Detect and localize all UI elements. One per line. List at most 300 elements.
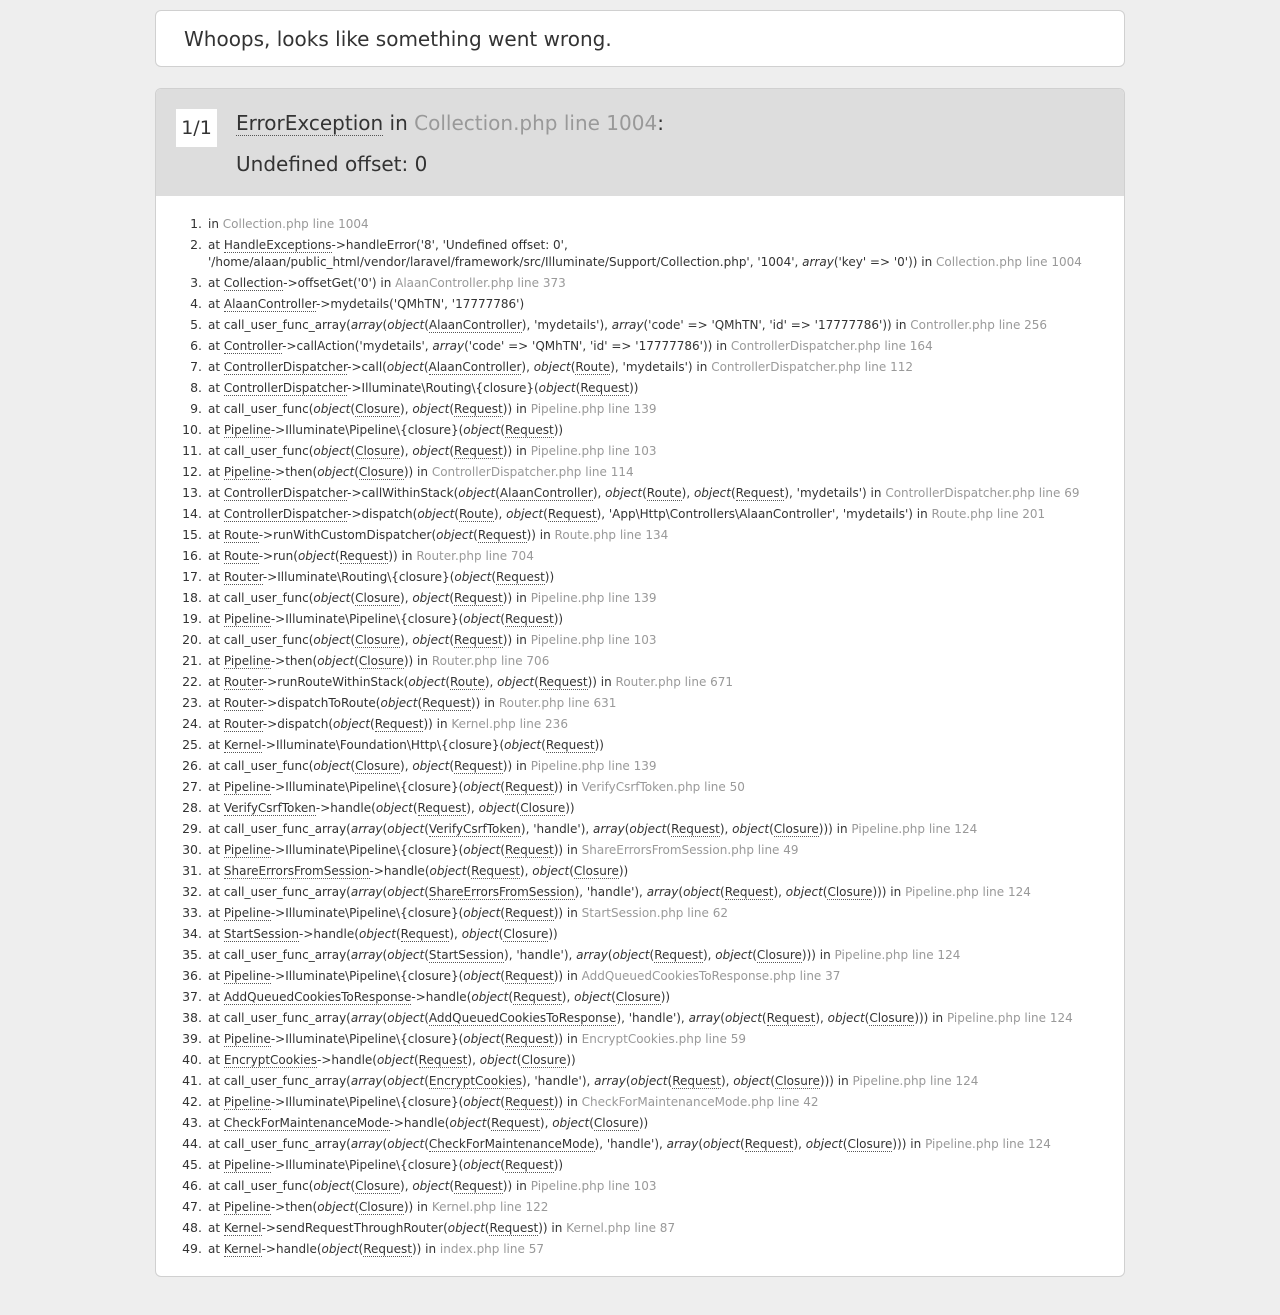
trace-class-name[interactable]: Request <box>766 1010 816 1025</box>
trace-row-call: at call_user_func_array(array(object(VerifyCsrfToken), 'handle'), array(object(Request), object(Closure))) in <box>208 821 848 836</box>
exception-title <box>236 109 664 137</box>
trace-row-number: 6. <box>190 337 202 353</box>
trace-class-name[interactable]: Closure <box>615 989 661 1004</box>
trace-row-number: 16. <box>182 547 202 563</box>
trace-row-file: Controller.php line 256 <box>910 317 1048 332</box>
trace-type-keyword: object <box>605 485 643 500</box>
trace-class-name[interactable]: Collection <box>223 275 284 290</box>
trace-class-name[interactable]: ControllerDispatcher <box>223 380 348 395</box>
trace-type-keyword: object <box>313 632 351 647</box>
trace-class-name[interactable]: Request <box>504 1031 554 1046</box>
trace-row <box>156 422 1124 439</box>
trace-type-keyword: object <box>408 674 446 689</box>
trace-class-name[interactable]: Kernel <box>223 1241 262 1256</box>
trace-class-name[interactable]: Request <box>400 926 450 941</box>
trace-class-name[interactable]: Controller <box>223 338 283 353</box>
trace-row-call: at AlaanController->mydetails('QMhTN', '17777786') <box>208 296 525 311</box>
trace-class-name[interactable]: CheckForMaintenanceMode <box>223 1115 390 1130</box>
trace-row-file: Router.php line 631 <box>498 695 617 710</box>
trace-row-file: EncryptCookies.php line 59 <box>581 1031 747 1046</box>
trace-type-keyword: object <box>429 863 467 878</box>
trace-type-keyword: object <box>630 1073 668 1088</box>
trace-row <box>156 737 1124 754</box>
trace-class-name[interactable]: Request <box>504 611 554 626</box>
trace-class-name[interactable]: AddQueuedCookiesToResponse <box>223 989 412 1004</box>
trace-row-number: 14. <box>182 505 202 521</box>
trace-type-keyword: object <box>538 380 576 395</box>
trace-row-call: at Pipeline->then(object(Closure)) in <box>208 1199 428 1214</box>
trace-row-file: Pipeline.php line 139 <box>530 590 657 605</box>
trace-class-name[interactable]: Request <box>454 758 503 773</box>
trace-type-keyword: object <box>454 569 492 584</box>
trace-row <box>156 401 1124 418</box>
trace-row-number: 10. <box>182 421 202 437</box>
trace-class-name[interactable]: Closure <box>503 926 549 941</box>
exception-class[interactable]: ErrorException <box>236 111 384 135</box>
trace-class-name[interactable]: Pipeline <box>223 779 271 794</box>
trace-class-name[interactable]: Pipeline <box>223 1199 271 1214</box>
trace-row-call: at ControllerDispatcher->dispatch(object(Route), object(Request), 'App\Http\Controllers\AlaanController', 'mydetails') in <box>208 506 928 521</box>
trace-type-keyword: object <box>412 758 450 773</box>
trace-class-name[interactable]: Request <box>454 401 503 416</box>
trace-row <box>156 464 1124 481</box>
trace-class-name[interactable]: Route <box>646 485 682 500</box>
trace-row-number: 47. <box>182 1198 202 1214</box>
trace-row-number: 39. <box>182 1030 202 1046</box>
trace-row-file: ControllerDispatcher.php line 69 <box>885 485 1080 500</box>
trace-row-file: Pipeline.php line 124 <box>834 947 961 962</box>
trace-row <box>156 1115 1124 1132</box>
trace-row-call: at HandleExceptions->handleError('8', 'Undefined offset: 0', '/home/alaan/public_html/vendor/laravel/framework/src/Illuminate/Support/Collection.php', '1004', array('key' => '0')) in <box>208 238 933 269</box>
trace-row <box>156 989 1124 1006</box>
trace-row-number: 44. <box>182 1135 202 1151</box>
trace-class-name[interactable]: Route <box>575 359 611 374</box>
trace-row-file: AlaanController.php line 373 <box>395 275 566 290</box>
trace-type-keyword: object <box>805 1136 843 1151</box>
trace-type-keyword: object <box>321 1241 359 1256</box>
trace-row-number: 18. <box>182 589 202 605</box>
trace-type-keyword: array <box>350 947 383 962</box>
trace-class-name[interactable]: Route <box>223 548 259 563</box>
trace-type-keyword: array <box>611 317 644 332</box>
trace-class-name[interactable]: StartSession <box>428 947 505 962</box>
trace-type-keyword: object <box>463 1031 501 1046</box>
trace-class-name[interactable]: Request <box>363 1241 412 1256</box>
trace-row-number: 19. <box>182 610 202 626</box>
trace-class-name[interactable]: AlaanController <box>428 317 522 332</box>
trace-row-number: 25. <box>182 736 202 752</box>
trace-class-name[interactable]: Closure <box>355 758 401 773</box>
trace-class-name[interactable]: Route <box>223 527 259 542</box>
trace-row-call: at Kernel->sendRequestThroughRouter(object(Request)) in <box>208 1220 563 1235</box>
trace-row <box>156 1031 1124 1048</box>
trace-row-file: Kernel.php line 122 <box>431 1199 549 1214</box>
trace-class-name[interactable]: Route <box>458 506 494 521</box>
trace-class-name[interactable]: Request <box>496 569 545 584</box>
trace-type-keyword: object <box>533 359 571 374</box>
trace-row-call: at StartSession->handle(object(Request), object(Closure)) <box>208 926 558 941</box>
trace-row <box>156 863 1124 880</box>
trace-row-number: 28. <box>182 799 202 815</box>
trace-class-name[interactable]: Request <box>489 1220 539 1235</box>
trace-class-name[interactable]: Pipeline <box>223 422 271 437</box>
trace-row-number: 20. <box>182 631 202 647</box>
trace-row <box>156 884 1124 901</box>
trace-type-keyword: object <box>313 1178 351 1193</box>
trace-class-name[interactable]: Request <box>374 716 424 731</box>
trace-type-keyword: object <box>497 674 535 689</box>
trace-row-call: in <box>208 217 219 231</box>
trace-type-keyword: object <box>313 758 351 773</box>
trace-class-name[interactable]: Closure <box>355 401 401 416</box>
trace-class-name[interactable]: Request <box>672 1073 721 1088</box>
trace-row-call: at Pipeline->then(object(Closure)) in <box>208 653 428 668</box>
trace-type-keyword: object <box>387 1136 425 1151</box>
trace-class-name[interactable]: Request <box>545 737 595 752</box>
trace-type-keyword: object <box>376 1052 414 1067</box>
trace-row <box>156 1136 1124 1153</box>
trace-type-keyword: object <box>449 1115 487 1130</box>
trace-row-file: StartSession.php line 62 <box>581 905 728 920</box>
trace-type-keyword: object <box>313 401 351 416</box>
trace-type-keyword: object <box>375 800 413 815</box>
trace-type-keyword: object <box>387 821 425 836</box>
trace-class-name[interactable]: Request <box>735 485 785 500</box>
trace-row <box>156 1094 1124 1111</box>
trace-row-call: at Route->run(object(Request)) in <box>208 548 413 563</box>
trace-class-name[interactable]: Closure <box>869 1010 915 1025</box>
trace-type-keyword: object <box>387 317 425 332</box>
trace-row-call: at call_user_func_array(array(object(StartSession), 'handle'), array(object(Request), object(Closure))) in <box>208 947 831 962</box>
trace-class-name[interactable]: Request <box>422 695 471 710</box>
trace-row-call: at ControllerDispatcher->call(object(AlaanController), object(Route), 'mydetails') in <box>208 359 708 374</box>
trace-class-name[interactable]: Pipeline <box>223 1031 271 1046</box>
trace-row-number: 35. <box>182 946 202 962</box>
trace-class-name[interactable]: Kernel <box>223 737 262 752</box>
trace-class-name[interactable]: Request <box>654 947 703 962</box>
trace-type-keyword: object <box>417 506 455 521</box>
trace-row-call: at EncryptCookies->handle(object(Request), object(Closure)) <box>208 1052 576 1067</box>
trace-class-name[interactable]: AlaanController <box>499 485 593 500</box>
trace-class-name[interactable]: Router <box>223 569 263 584</box>
exception-count-badge: 1/1 <box>176 109 217 147</box>
trace-row-file: Pipeline.php line 139 <box>530 758 657 773</box>
trace-type-keyword: object <box>463 842 501 857</box>
trace-class-name[interactable]: Router <box>223 716 263 731</box>
trace-class-name[interactable]: ControllerDispatcher <box>223 359 348 374</box>
trace-row-call: at Route->runWithCustomDispatcher(object(Request)) in <box>208 527 551 542</box>
trace-row <box>156 926 1124 943</box>
trace-row-call: at call_user_func_array(array(object(AlaanController), 'mydetails'), array('code' => 'QMhTN', 'id' => '17777786')) in <box>208 317 907 332</box>
trace-type-keyword: object <box>313 590 351 605</box>
trace-class-name[interactable]: Router <box>223 674 263 689</box>
trace-class-name[interactable]: Closure <box>756 947 802 962</box>
trace-row-call: at Pipeline->Illuminate\Pipeline\{closure}(object(Request)) <box>208 1157 564 1172</box>
trace-type-keyword: array <box>688 1010 721 1025</box>
trace-class-name[interactable]: Request <box>504 1094 554 1109</box>
trace-type-keyword: object <box>504 737 542 752</box>
trace-row-call: at Kernel->Illuminate\Foundation\Http\{closure}(object(Request)) <box>208 737 604 752</box>
trace-type-keyword: object <box>463 1094 501 1109</box>
trace-type-keyword: array <box>350 317 383 332</box>
trace-row-file: Pipeline.php line 124 <box>925 1136 1051 1151</box>
trace-class-name[interactable]: Closure <box>355 590 401 605</box>
trace-type-keyword: object <box>733 1073 771 1088</box>
trace-row-number: 22. <box>182 673 202 689</box>
trace-row-number: 42. <box>182 1093 202 1109</box>
trace-class-name[interactable]: AlaanController <box>223 296 316 311</box>
trace-row <box>156 821 1124 838</box>
trace-row-call: at call_user_func(object(Closure), object(Request)) in <box>208 758 527 773</box>
trace-class-name[interactable]: CheckForMaintenanceMode <box>428 1136 595 1151</box>
trace-class-name[interactable]: Request <box>671 821 720 836</box>
trace-row <box>156 842 1124 859</box>
trace-class-name[interactable]: Request <box>744 1136 794 1151</box>
trace-row-number: 49. <box>182 1240 202 1256</box>
trace-class-name[interactable]: Request <box>538 674 588 689</box>
trace-class-name[interactable]: Pipeline <box>223 905 271 920</box>
trace-type-keyword: object <box>463 422 501 437</box>
trace-class-name[interactable]: Pipeline <box>223 842 271 857</box>
trace-row-call: at Controller->callAction('mydetails', array('code' => 'QMhTN', 'id' => '17777786')) in <box>208 338 728 353</box>
trace-class-name[interactable]: Closure <box>520 800 566 815</box>
trace-row <box>156 1241 1124 1258</box>
trace-row-file: ControllerDispatcher.php line 112 <box>711 359 913 374</box>
trace-class-name[interactable]: Request <box>513 989 562 1004</box>
trace-class-name[interactable]: Request <box>417 800 467 815</box>
trace-row-file: Pipeline.php line 124 <box>946 1010 1073 1025</box>
trace-row <box>156 947 1124 964</box>
trace-row-file: Pipeline.php line 124 <box>852 1073 979 1088</box>
trace-class-name[interactable]: Closure <box>827 884 873 899</box>
trace-class-name[interactable]: ControllerDispatcher <box>223 485 348 500</box>
trace-row-call: at ShareErrorsFromSession->handle(object(Request), object(Closure)) <box>208 863 629 878</box>
trace-class-name[interactable]: EncryptCookies <box>223 1052 317 1067</box>
trace-class-name[interactable]: Closure <box>358 1199 404 1214</box>
trace-class-name[interactable]: Request <box>504 1157 554 1172</box>
trace-class-name[interactable]: ShareErrorsFromSession <box>428 884 575 899</box>
trace-class-name[interactable]: Closure <box>355 1178 401 1193</box>
trace-class-name[interactable]: Request <box>547 506 597 521</box>
trace-row-file: ControllerDispatcher.php line 164 <box>730 338 933 353</box>
trace-class-name[interactable]: VerifyCsrfToken <box>223 800 316 815</box>
trace-class-name[interactable]: Closure <box>773 821 819 836</box>
trace-class-name[interactable]: VerifyCsrfToken <box>428 821 521 836</box>
trace-row-call: at Pipeline->Illuminate\Pipeline\{closure}(object(Request)) <box>208 611 564 626</box>
trace-row-number: 2. <box>190 237 202 252</box>
trace-class-name[interactable]: Request <box>454 632 503 647</box>
trace-class-name[interactable]: Router <box>223 695 263 710</box>
trace-class-name[interactable]: Closure <box>355 443 401 458</box>
trace-row-number: 43. <box>182 1114 202 1130</box>
trace-row-number: 12. <box>182 463 202 479</box>
trace-row-file: Kernel.php line 236 <box>451 716 568 731</box>
trace-row-call: at call_user_func(object(Closure), object(Request)) in <box>208 443 527 458</box>
trace-type-keyword: array <box>593 821 625 836</box>
trace-class-name[interactable]: AddQueuedCookiesToResponse <box>428 1010 617 1025</box>
trace-row-call: at CheckForMaintenanceMode->handle(object(Request), object(Closure)) <box>208 1115 649 1130</box>
trace-row <box>156 275 1124 292</box>
trace-row <box>156 800 1124 817</box>
trace-class-name[interactable]: Request <box>454 590 503 605</box>
trace-row <box>156 674 1124 691</box>
trace-row <box>156 485 1124 502</box>
trace-class-name[interactable]: Pipeline <box>223 464 271 479</box>
trace-class-name[interactable]: Pipeline <box>223 968 271 983</box>
trace-row-number: 30. <box>182 841 202 857</box>
trace-type-keyword: object <box>387 884 425 899</box>
trace-class-name[interactable]: Closure <box>593 1115 639 1130</box>
trace-class-name[interactable]: StartSession <box>223 926 299 941</box>
trace-type-keyword: object <box>703 1136 741 1151</box>
trace-row-call: at call_user_func(object(Closure), object(Request)) in <box>208 1178 527 1193</box>
trace-row <box>156 443 1124 460</box>
trace-class-name[interactable]: Closure <box>774 1073 820 1088</box>
trace-row-number: 27. <box>182 778 202 794</box>
trace-class-name[interactable]: Kernel <box>223 1220 262 1235</box>
trace-type-keyword: object <box>463 611 501 626</box>
trace-row-number: 46. <box>182 1177 202 1193</box>
trace-class-name[interactable]: Closure <box>355 632 401 647</box>
page <box>155 0 1125 1277</box>
trace-row-file: VerifyCsrfToken.php line 50 <box>581 779 745 794</box>
trace-class-name[interactable]: Route <box>450 674 485 689</box>
trace-row <box>156 611 1124 628</box>
trace-row-call: at Pipeline->Illuminate\Pipeline\{closure}(object(Request)) in <box>208 905 578 920</box>
trace-class-name[interactable]: Request <box>504 422 554 437</box>
trace-class-name[interactable]: Request <box>504 905 554 920</box>
trace-type-keyword: object <box>333 716 371 731</box>
trace-type-keyword: object <box>386 359 424 374</box>
trace-class-name[interactable]: Request <box>418 1052 468 1067</box>
trace-class-name[interactable]: Request <box>491 1115 540 1130</box>
trace-class-name[interactable]: Request <box>471 863 520 878</box>
trace-row-file: Router.php line 704 <box>416 548 534 563</box>
trace-class-name[interactable]: ControllerDispatcher <box>223 506 348 521</box>
trace-type-keyword: object <box>574 989 612 1004</box>
trace-row-call: at Router->runRouteWithinStack(object(Route), object(Request)) in <box>208 674 612 689</box>
trace-row-file: ControllerDispatcher.php line 114 <box>431 464 634 479</box>
trace-row-number: 40. <box>182 1051 202 1067</box>
trace-row <box>156 380 1124 397</box>
exception-panel <box>155 88 1125 1277</box>
trace-type-keyword: array <box>576 947 608 962</box>
trace-type-keyword: object <box>785 884 823 899</box>
trace-row-file: Pipeline.php line 103 <box>530 1178 657 1193</box>
trace-row-file: Route.php line 134 <box>554 527 669 542</box>
trace-type-keyword: object <box>471 989 509 1004</box>
trace-row <box>156 216 1124 233</box>
trace-class-name[interactable]: Request <box>477 527 527 542</box>
trace-class-name[interactable]: ShareErrorsFromSession <box>223 863 370 878</box>
trace-type-keyword: object <box>317 653 355 668</box>
trace-row-file: Pipeline.php line 103 <box>530 632 657 647</box>
trace-class-name[interactable]: Closure <box>847 1136 893 1151</box>
trace-row <box>156 548 1124 565</box>
trace-row-call: at ControllerDispatcher->callWithinStack(object(AlaanController), object(Route), object(Request), 'mydetails') in <box>208 485 882 500</box>
trace-type-keyword: object <box>358 926 396 941</box>
trace-type-keyword: object <box>463 905 501 920</box>
trace-type-keyword: array <box>594 1073 626 1088</box>
trace-row-file: Pipeline.php line 103 <box>530 443 657 458</box>
trace-class-name[interactable]: Request <box>504 968 554 983</box>
trace-row-call: at VerifyCsrfToken->handle(object(Request), object(Closure)) <box>208 800 575 815</box>
error-banner <box>155 10 1125 67</box>
trace-type-keyword: object <box>317 464 355 479</box>
trace-row-number: 17. <box>182 568 202 584</box>
trace-class-name[interactable]: Closure <box>521 1052 567 1067</box>
trace-class-name[interactable]: Request <box>454 1178 503 1193</box>
trace-row-file: Kernel.php line 87 <box>566 1220 676 1235</box>
trace-row-file: Router.php line 671 <box>615 674 734 689</box>
trace-row-number: 23. <box>182 694 202 710</box>
trace-class-name[interactable]: Request <box>724 884 774 899</box>
trace-type-keyword: array <box>802 254 834 269</box>
trace-row-number: 45. <box>182 1156 202 1172</box>
trace-class-name[interactable]: Pipeline <box>223 1157 271 1172</box>
trace-class-name[interactable]: Request <box>504 779 554 794</box>
trace-class-name[interactable]: Request <box>580 380 630 395</box>
trace-class-name[interactable]: AlaanController <box>428 359 522 374</box>
trace-row-call: at Pipeline->Illuminate\Pipeline\{closure}(object(Request)) in <box>208 968 578 983</box>
trace-row-file: Collection.php line 1004 <box>222 217 369 231</box>
trace-type-keyword: object <box>683 884 721 899</box>
trace-class-name[interactable]: Closure <box>358 653 404 668</box>
trace-row-call: at call_user_func(object(Closure), object(Request)) in <box>208 632 527 647</box>
trace-row-call: at Router->dispatch(object(Request)) in <box>208 716 448 731</box>
trace-type-keyword: array <box>646 884 679 899</box>
trace-type-keyword: object <box>693 485 731 500</box>
trace-type-keyword: array <box>350 1136 383 1151</box>
trace-row <box>156 1220 1124 1237</box>
trace-row-number: 41. <box>182 1072 202 1088</box>
trace-type-keyword: object <box>552 1115 590 1130</box>
trace-class-name[interactable]: EncryptCookies <box>428 1073 523 1088</box>
trace-class-name[interactable]: HandleExceptions <box>223 238 332 252</box>
stack-trace <box>156 196 1124 1276</box>
trace-class-name[interactable]: Pipeline <box>223 1094 271 1109</box>
trace-row-call: at Router->Illuminate\Routing\{closure}(object(Request)) <box>208 569 555 584</box>
trace-row-number: 21. <box>182 652 202 668</box>
trace-row-call: at call_user_func(object(Closure), object(Request)) in <box>208 401 527 416</box>
trace-type-keyword: object <box>412 632 450 647</box>
trace-row-number: 1. <box>190 216 202 231</box>
trace-row <box>156 758 1124 775</box>
trace-class-name[interactable]: Pipeline <box>223 653 271 668</box>
trace-class-name[interactable]: Closure <box>358 464 404 479</box>
trace-row <box>156 1199 1124 1216</box>
trace-row-number: 32. <box>182 883 202 899</box>
trace-row-number: 26. <box>182 757 202 773</box>
trace-type-keyword: object <box>412 590 450 605</box>
trace-row-number: 38. <box>182 1009 202 1025</box>
trace-class-name[interactable]: Request <box>504 842 554 857</box>
trace-row-number: 48. <box>182 1219 202 1235</box>
trace-row-number: 37. <box>182 988 202 1004</box>
trace-class-name[interactable]: Request <box>339 548 389 563</box>
trace-type-keyword: object <box>463 1157 501 1172</box>
trace-class-name[interactable]: Closure <box>573 863 619 878</box>
trace-row-number: 8. <box>190 379 202 395</box>
trace-class-name[interactable]: Request <box>454 443 503 458</box>
trace-class-name[interactable]: Pipeline <box>223 611 271 626</box>
trace-row-call: at ControllerDispatcher->Illuminate\Routing\{closure}(object(Request)) <box>208 380 639 395</box>
trace-row <box>156 632 1124 649</box>
trace-type-keyword: object <box>412 1178 450 1193</box>
trace-row <box>156 1010 1124 1027</box>
page-title: Whoops, looks like something went wrong. <box>184 27 612 51</box>
trace-row <box>156 296 1124 313</box>
